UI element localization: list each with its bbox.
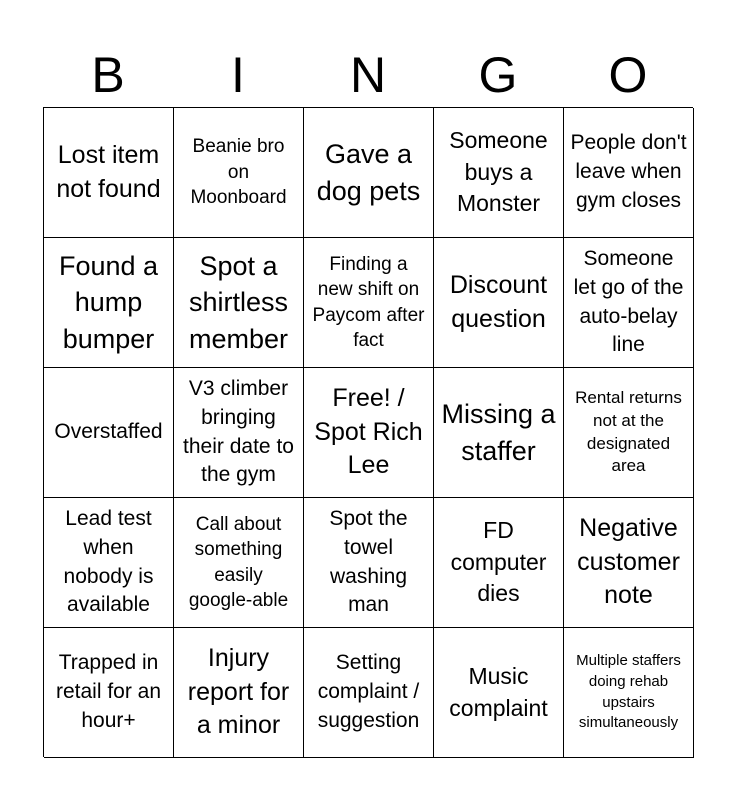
bingo-cell-text: Multiple staffers doing rehab upstairs simultaneously [576, 652, 681, 732]
bingo-cell-text: Lead test when nobody is available [63, 506, 154, 617]
bingo-cell-text: Trapped in retail for an hour+ [55, 651, 162, 732]
bingo-cell-r1c5[interactable] [564, 108, 694, 238]
bingo-cell-r1c4[interactable] [434, 108, 564, 238]
bingo-cell-text: Rental returns not at the designated area [575, 387, 682, 476]
bingo-cell-r2c1[interactable] [44, 238, 174, 368]
bingo-cell-text: Found a hump bumper [58, 251, 159, 354]
bingo-cell-text: Setting complaint / suggestion [317, 651, 420, 732]
bingo-cell-r4c4[interactable] [434, 498, 564, 628]
bingo-cell-r4c2[interactable] [174, 498, 304, 628]
bingo-cell-text: Discount question [449, 270, 548, 333]
bingo-cell-r4c1[interactable] [44, 498, 174, 628]
bingo-cell-text: Someone buys a Monster [449, 126, 548, 217]
bingo-cell-r2c4[interactable] [434, 238, 564, 368]
bingo-cell-text: Overstaffed [54, 420, 163, 444]
bingo-cell-r1c3[interactable] [304, 108, 434, 238]
bingo-cell-r3c1[interactable] [44, 368, 174, 498]
header-letter-n: N [349, 47, 387, 103]
bingo-cell-r3c2[interactable] [174, 368, 304, 498]
bingo-cell-r4c3[interactable] [304, 498, 434, 628]
bingo-header [43, 44, 693, 106]
bingo-cell-text: Spot the towel washing man [329, 506, 408, 617]
bingo-cell-r5c5[interactable] [564, 628, 694, 758]
bingo-cell-text: Negative customer note [577, 513, 680, 610]
bingo-cell-r3c3[interactable] [304, 368, 434, 498]
header-letter-b: B [91, 47, 125, 103]
bingo-cell-r5c2[interactable] [174, 628, 304, 758]
bingo-cell-r2c5[interactable] [564, 238, 694, 368]
header-letter-g: G [478, 47, 518, 103]
bingo-cell-r5c4[interactable] [434, 628, 564, 758]
bingo-cell-text: Free! / Spot Rich Lee [314, 383, 423, 480]
bingo-cell-text: Finding a new shift on Paycom after fact [312, 253, 425, 351]
bingo-cell-r2c2[interactable] [174, 238, 304, 368]
bingo-cell-r4c5[interactable] [564, 498, 694, 628]
header-letter-o: O [608, 47, 648, 103]
bingo-cell-text: Gave a dog pets [316, 139, 421, 206]
bingo-cell-r3c4[interactable] [434, 368, 564, 498]
bingo-cell-text: FD computer dies [450, 516, 547, 607]
bingo-cell-text: V3 climber bringing their date to the gym [183, 376, 294, 487]
bingo-cell-r2c3[interactable] [304, 238, 434, 368]
header-letter-i: I [231, 47, 245, 103]
bingo-cell-r1c2[interactable] [174, 108, 304, 238]
bingo-cell-text: Lost item not found [56, 140, 161, 203]
bingo-cell-text: Spot a shirtless member [188, 251, 289, 354]
bingo-cell-r3c5[interactable] [564, 368, 694, 498]
bingo-cell-text: Beanie bro on Moonboard [190, 136, 287, 209]
bingo-cell-text: Injury report for a minor [187, 643, 290, 740]
bingo-cell-text: Someone let go of the auto-belay line [573, 246, 684, 357]
bingo-cell-r1c1[interactable] [44, 108, 174, 238]
bingo-board [43, 107, 693, 757]
bingo-cell-text: People don't leave when gym closes [570, 131, 687, 212]
bingo-cell-r5c1[interactable] [44, 628, 174, 758]
bingo-cell-text: Music complaint [449, 662, 548, 721]
bingo-cell-text: Missing a staffer [441, 399, 556, 466]
bingo-cell-r5c3[interactable] [304, 628, 434, 758]
bingo-cell-text: Call about something easily google-able [188, 513, 289, 611]
